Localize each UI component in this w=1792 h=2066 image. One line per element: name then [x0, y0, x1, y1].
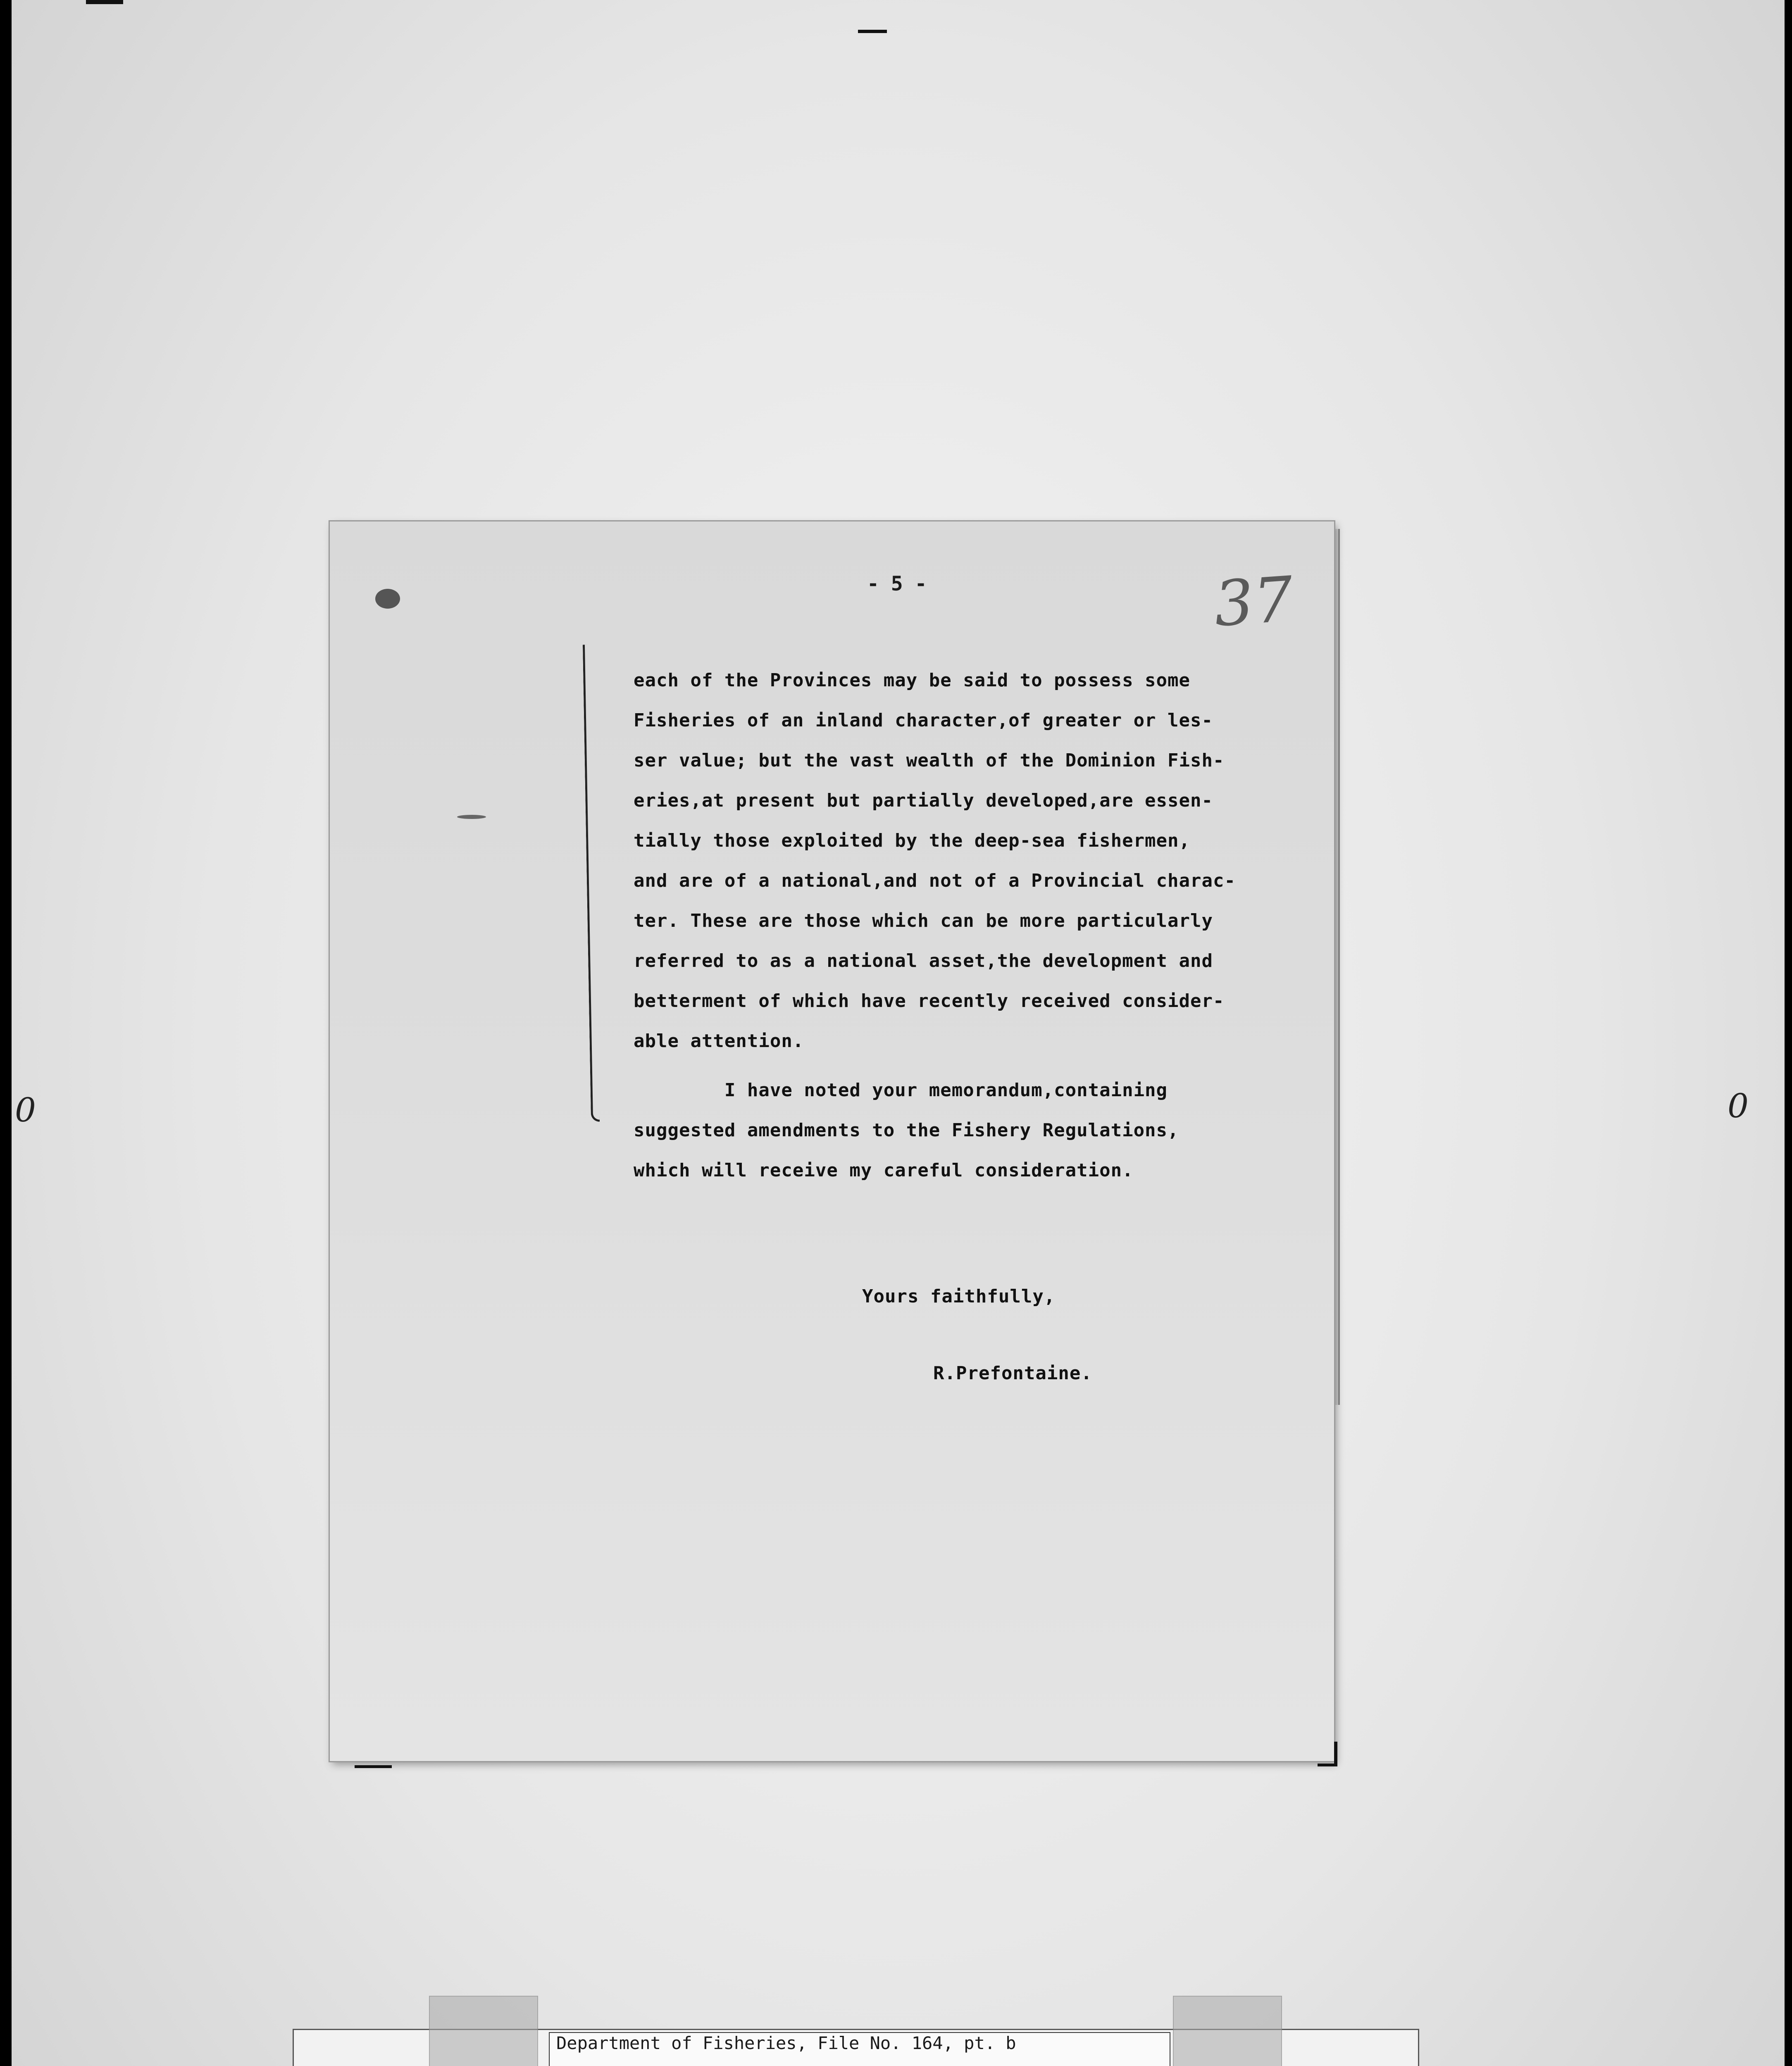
right-margin-mark: 0 — [1728, 1087, 1749, 1125]
page-number: - 5 - — [867, 572, 927, 595]
text-line: betterment of which have recently received consider- — [634, 990, 1225, 1012]
top-edge-mark — [86, 0, 123, 4]
paper-blemish-small — [457, 815, 486, 819]
tape-piece — [1173, 1996, 1282, 2066]
text-line: which will receive my careful consideration. — [634, 1160, 1134, 1181]
corner-registration-mark-base — [1318, 1764, 1337, 1766]
folio-number: 37 — [1212, 563, 1296, 641]
paragraph-2 — [634, 1070, 1179, 1190]
text-line: each of the Provinces may be said to possess some — [634, 670, 1191, 691]
text-line: suggested amendments to the Fishery Regulations, — [634, 1120, 1179, 1141]
left-margin-mark: 0 — [15, 1091, 36, 1129]
top-registration-mark — [858, 30, 887, 33]
text-line: ser value; but the vast wealth of the Dominion Fish- — [634, 750, 1225, 771]
bottom-registration-mark — [355, 1765, 392, 1768]
text-line: Fisheries of an inland character,of greater or les- — [634, 710, 1213, 731]
text-line: ter. These are those which can be more particularly — [634, 910, 1213, 931]
text-line: referred to as a national asset,the development and — [634, 950, 1213, 971]
text-line: eries,at present but partially developed,are essen- — [634, 790, 1213, 811]
file-reference: Department of Fisheries, File No. 164, pt. b — [556, 2033, 1016, 2053]
closing-salutation: Yours faithfully, — [862, 1286, 1056, 1307]
paper-blemish — [375, 589, 400, 609]
text-line: tially those exploited by the deep-sea fishermen, — [634, 830, 1191, 851]
paragraph-1 — [634, 660, 1236, 1061]
corner-registration-mark — [1334, 1742, 1337, 1766]
microfilm-frame — [12, 0, 1785, 2066]
text-line: and are of a national,and not of a Provincial charac- — [634, 870, 1236, 891]
text-line: I have noted your memorandum,containing — [634, 1080, 1168, 1101]
signature-name: R.Prefontaine. — [933, 1363, 1092, 1384]
tape-piece — [429, 1996, 538, 2066]
text-line: able attention. — [634, 1031, 804, 1052]
